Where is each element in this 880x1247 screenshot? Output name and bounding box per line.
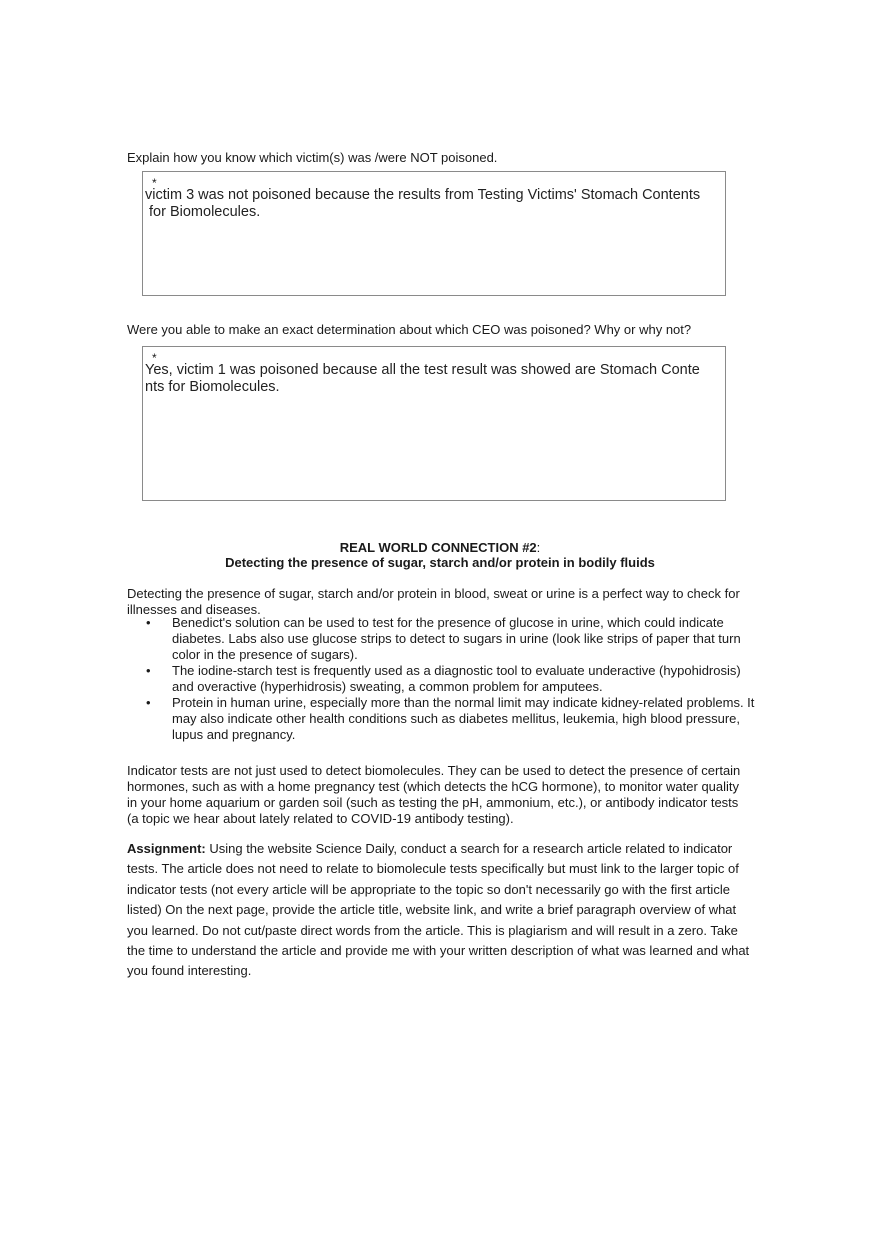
question-2-prompt: Were you able to make an exact determination about which CEO was poisoned? Why or why not?: [127, 322, 692, 337]
bullet-icon: •: [146, 663, 151, 678]
assignment-paragraph: [127, 839, 757, 982]
answer-marker: *: [152, 351, 157, 365]
question-2-answer-field[interactable]: [142, 346, 726, 501]
bullet-icon: •: [146, 615, 151, 630]
assignment-text: Using the website Science Daily, conduct a search for a research article related to indicator tests. The article does not need to relate to biomolecule tests specifically but must link to the larger topic of indicator tests (not every article will be appropriate to the topic so don't necessarily go with the first article listed) On the next page, provide the article title, website link, and write a brief paragraph overview of what you learned. Do not cut/paste direct words from the article. This is plagiarism and will result in a zero. Take the time to understand the article and provide me with your written description of what was learned and what you found interesting.: [127, 841, 750, 979]
section-subheading: Detecting the presence of sugar, starch and/or protein in bodily fluids: [225, 555, 655, 570]
bullet-text: Protein in human urine, especially more than the normal limit may indicate kidney-related problems. It may also indicate other health conditions such as diabetes mellitus, leukemia, high blood pressure, lupus and pregnancy.: [172, 695, 755, 742]
section-heading-text: REAL WORLD CONNECTION #2: [339, 540, 537, 555]
list-item: [146, 663, 758, 695]
section-heading: [0, 540, 880, 555]
answer-marker: *: [152, 176, 157, 190]
bullet-list: [146, 615, 758, 743]
question-1-answer-line-2: for Biomolecules.: [145, 204, 261, 220]
list-item: [146, 695, 758, 743]
question-2-answer-line-1: Yes, victim 1 was poisoned because all the test result was showed are Stomach Conte: [145, 362, 700, 378]
indicator-paragraph: Indicator tests are not just used to detect biomolecules. They can be used to detect the presence of certain hormones, such as with a home pregnancy test (which detects the hCG hormone), to monitor water quality in your home aquarium or garden soil (such as testing the pH, ammonium, etc.), or antibody indicator tests (a topic we hear about lately related to COVID-19 antibody testing).: [127, 763, 741, 826]
section-heading-colon: :: [536, 540, 541, 555]
bullet-text: The iodine-starch test is frequently used as a diagnostic tool to evaluate underactive (hypohidrosis) and overactive (hyperhidrosis) sweating, a common problem for amputees.: [172, 663, 741, 694]
intro-paragraph: Detecting the presence of sugar, starch and/or protein in blood, sweat or urine is a perfect way to check for illnesses and diseases.: [127, 586, 740, 617]
question-1-answer-line-1: victim 3 was not poisoned because the results from Testing Victims' Stomach Contents: [145, 187, 701, 203]
question-2-answer-line-2: nts for Biomolecules.: [145, 379, 280, 395]
assignment-label: Assignment:: [127, 841, 206, 856]
list-item: [146, 615, 758, 663]
question-1-prompt: Explain how you know which victim(s) was /were NOT poisoned.: [127, 150, 498, 165]
bullet-icon: •: [146, 695, 151, 710]
question-1-answer-field[interactable]: [142, 171, 726, 296]
bullet-text: Benedict's solution can be used to test for the presence of glucose in urine, which could indicate diabetes. Labs also use glucose strips to detect to sugars in urine (look like strips of paper that turn color in the presence of sugars).: [172, 615, 741, 662]
